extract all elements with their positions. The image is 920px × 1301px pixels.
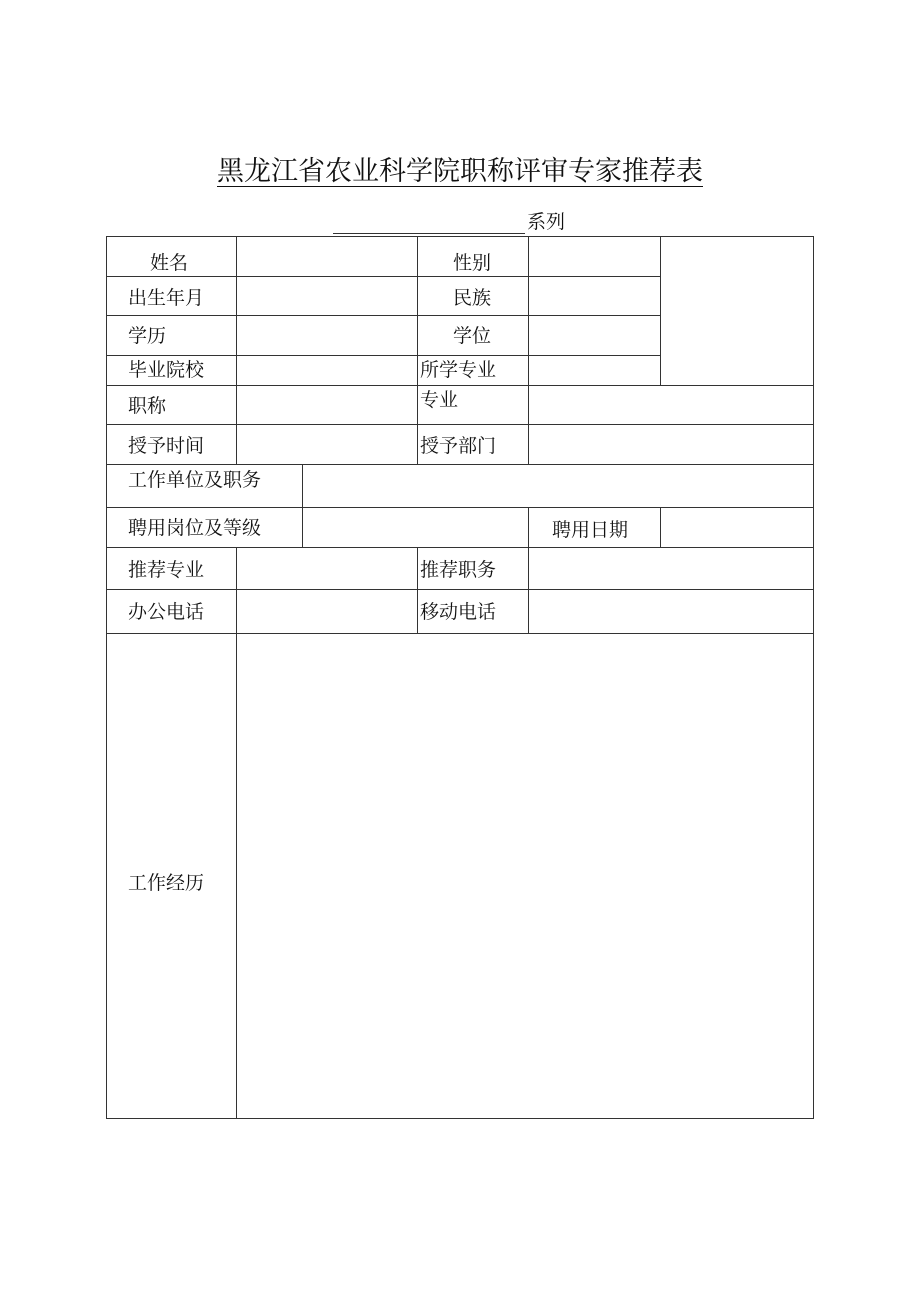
col-line bbox=[236, 547, 237, 1119]
col-line bbox=[660, 507, 661, 547]
label-grant-time: 授予时间 bbox=[128, 435, 205, 457]
label-grant-dept: 授予部门 bbox=[420, 435, 497, 457]
label-ethnicity: 民族 bbox=[453, 287, 492, 309]
label-name: 姓名 bbox=[150, 252, 189, 274]
label-major: 专业 bbox=[420, 389, 459, 411]
label-gender: 性别 bbox=[453, 252, 492, 274]
label-major-studied: 所学专业 bbox=[420, 359, 497, 381]
col-line bbox=[660, 236, 661, 385]
col-line bbox=[528, 507, 529, 547]
row-line bbox=[106, 507, 814, 508]
row-line bbox=[106, 424, 814, 425]
label-recommended-position: 推荐职务 bbox=[420, 559, 497, 581]
col-line bbox=[236, 236, 237, 464]
label-birth: 出生年月 bbox=[128, 287, 205, 309]
row-line bbox=[106, 355, 661, 356]
label-mobile-phone: 移动电话 bbox=[420, 601, 497, 623]
col-line bbox=[417, 547, 418, 633]
label-work-experience: 工作经历 bbox=[128, 872, 205, 894]
col-line bbox=[302, 464, 303, 547]
row-line bbox=[106, 464, 814, 465]
row-line bbox=[106, 385, 814, 386]
row-line bbox=[106, 315, 661, 316]
series-suffix: 系列 bbox=[527, 211, 566, 233]
label-recommended-major: 推荐专业 bbox=[128, 559, 205, 581]
document-title: 黑龙江省农业科学院职称评审专家推荐表 bbox=[217, 156, 703, 187]
row-line bbox=[106, 589, 814, 590]
col-line bbox=[417, 236, 418, 464]
label-degree: 学位 bbox=[453, 325, 492, 347]
label-education: 学历 bbox=[128, 325, 167, 347]
col-line bbox=[528, 547, 529, 633]
row-line bbox=[106, 633, 814, 634]
row-line bbox=[106, 276, 661, 277]
label-work-unit-position: 工作单位及职务 bbox=[128, 469, 262, 491]
label-employed-date: 聘用日期 bbox=[552, 519, 629, 541]
col-line bbox=[528, 236, 529, 464]
label-employed-post-grade: 聘用岗位及等级 bbox=[128, 517, 262, 539]
row-line bbox=[106, 547, 814, 548]
label-graduated-school: 毕业院校 bbox=[128, 359, 205, 381]
label-title: 职称 bbox=[128, 395, 167, 417]
label-office-phone: 办公电话 bbox=[128, 601, 205, 623]
